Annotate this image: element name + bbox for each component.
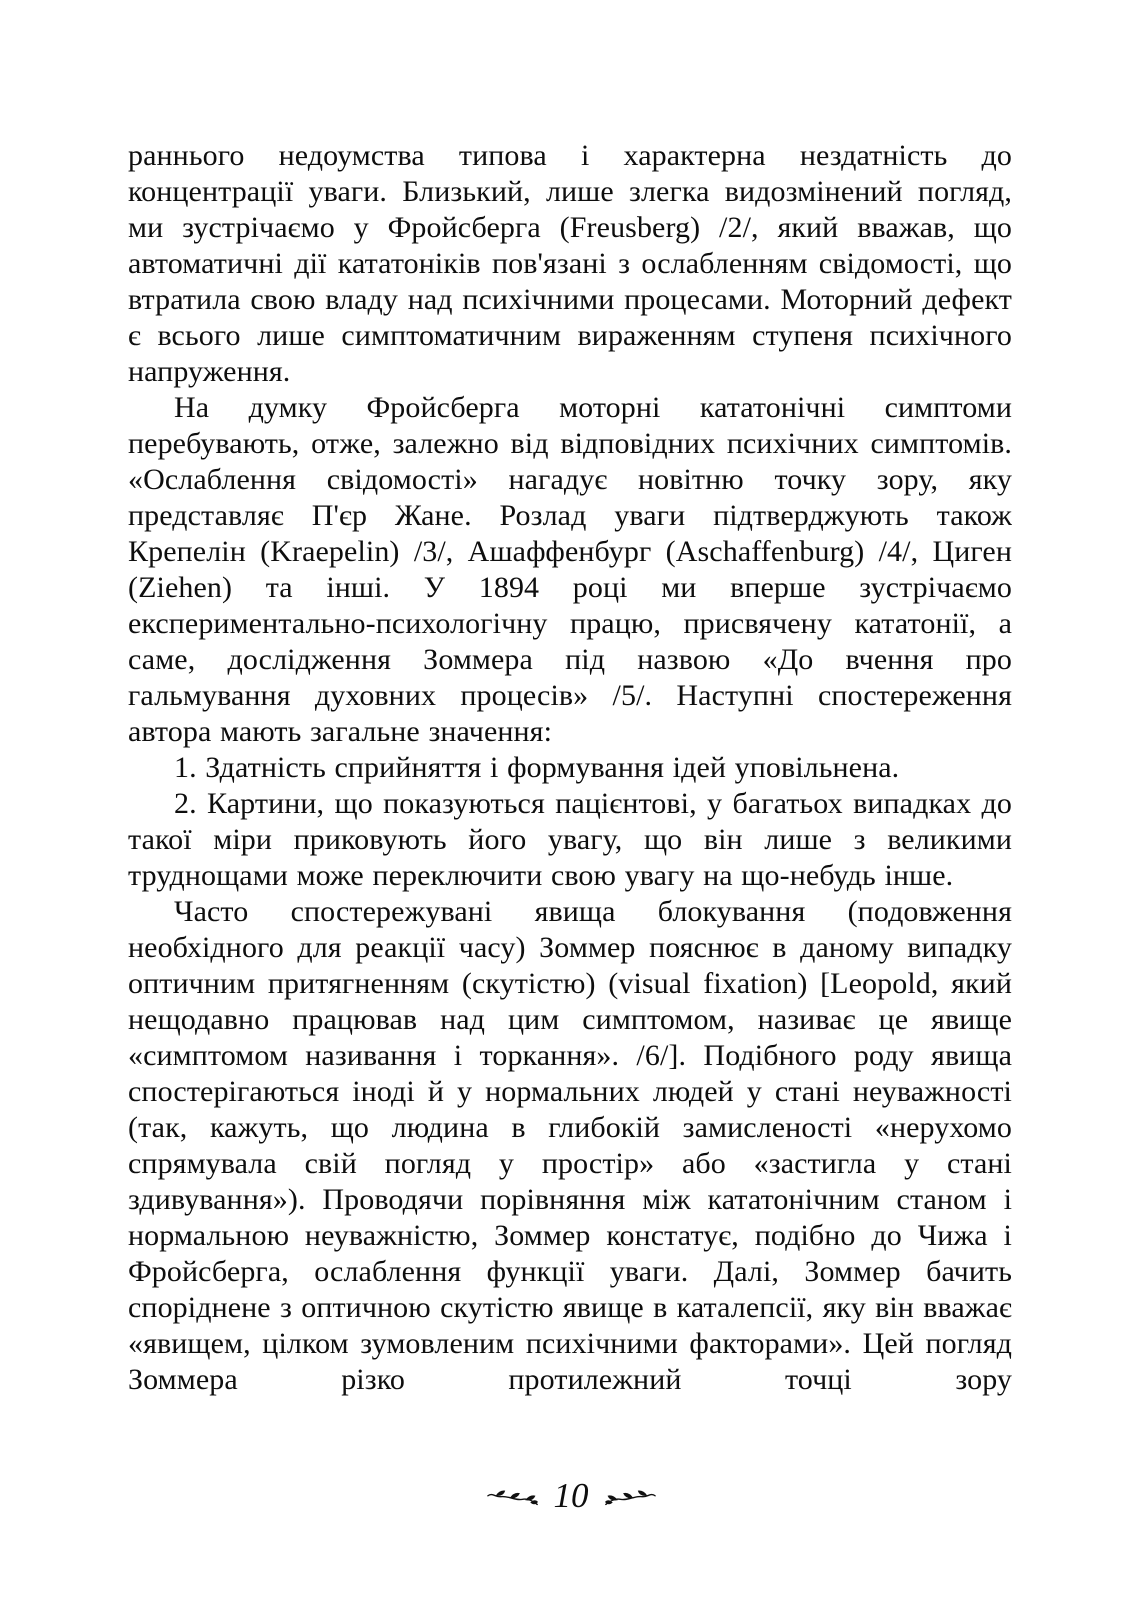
paragraph: На думку Фройсберга моторні кататонічні симптоми перебувають, отже, залежно від відповідних психічних симптомів. «Ослаблення свідомості» нагадує новітню точку зору, яку представляє П'єр Жане. Розлад уваги підтверджують також Крепелін (Kraepelin) /3/, Ашаффенбург (Aschaffenburg) /4/, Циген (Ziehen) та інші. У 1894 році ми вперше зустрічаємо експериментально-психологічну працю, присвячену кататонії, а саме, дослідження Зоммера під назвою «До вчення про гальмування духовних процесів» /5/. Наступні спостереження автора мають загальне значення:: [128, 391, 1012, 748]
paragraph: Часто спостережувані явища блокування (подовження необхідного для реакції часу) Зоммер пояснює в даному випадку оптичним притягненням (скутістю) (visual fixation) [Leopold, який нещодавно працював над цим симптомом, називає це явище «симптомом називання і торкання». /6/]. Подібного роду явища спостерігаються іноді й у нормальних людей у стані неуважності (так, кажуть, що людина в глибокій замисленості «нерухомо спрямувала свій погляд у простір» або «застигла у стані здивування»). Проводячи порівняння між кататонічним станом і нормальною неуважністю, Зоммер констатує, подібно до Чижа і Фройсберга, ослаблення функції уваги. Далі, Зоммер бачить споріднене з оптичною скутістю явище в каталепсії, яку він вважає «явищем, цілком зумовленим психічними факторами». Цей погляд Зоммера різко протилежний точці зору: [128, 895, 1012, 1396]
body-text: [128, 138, 1012, 1398]
list-item-2: 2. Картини, що показуються пацієнтові, у багатьох випадках до такої міри приковують його увагу, що він лише з великими труднощами може переключити свою увагу на що-небудь інше.: [128, 787, 1012, 892]
paragraph-continuation: раннього недоумства типова і характерна нездатність до концентрації уваги. Близький, лише злегка видозмінений погляд, ми зустрічаємо у Фройсберга (Freusberg) /2/, який вважав, що автоматичні дії кататоніків пов'язані з ослабленням свідомості, що втратила свою владу над психічними процесами. Моторний дефект є всього лише симптоматичним вираженням ступеня психічного напруження.: [128, 139, 1012, 388]
floral-vine-right-icon: [604, 1488, 656, 1507]
floral-vine-left-icon: [487, 1488, 539, 1507]
list-item-1: 1. Здатність сприйняття і формування ідей уповільнена.: [174, 751, 900, 784]
page-number: 10: [553, 1476, 589, 1515]
page-footer: [0, 1478, 1142, 1516]
